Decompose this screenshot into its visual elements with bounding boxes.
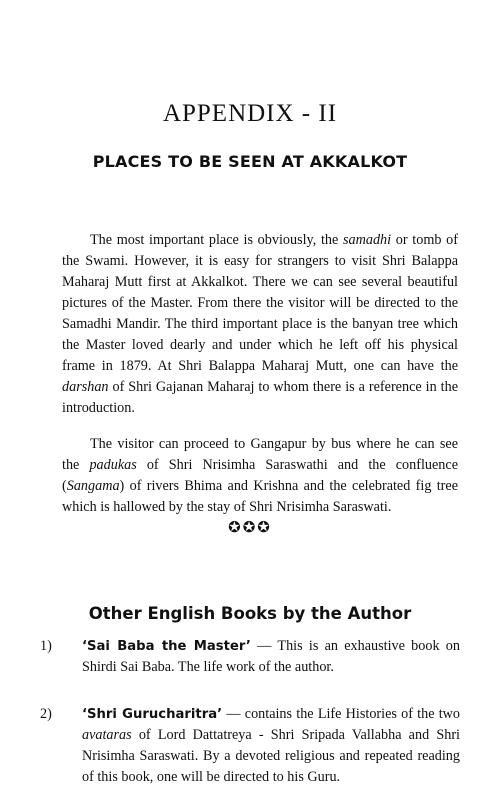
para1-text-1: The most important place is obviously, the [90,232,343,248]
para2-italic-1: padukas [89,457,137,473]
book-number: 2) [40,706,52,722]
paragraph-gangapur [62,434,458,518]
books-title: Other English Books by the Author [88,604,412,623]
book-item [40,636,460,678]
appendix-title: APPENDIX - II [162,100,338,127]
para2-italic-2: Sangama [66,478,120,494]
book-description [82,704,460,788]
book-italic-1: avataras [82,727,132,743]
para1-text-3: of Shri Gajanan Maharaj to whom there is a reference in the introduction. [62,379,458,416]
para1-italic-1: samadhi [343,232,392,248]
book-item [40,704,460,788]
book-name: ‘Sai Baba the Master’ [82,639,251,654]
book-text-1: — This is an exhaustive book on Shirdi Sai Baba. The life work of the author. [82,638,460,675]
section-title: PLACES TO BE SEEN AT AKKALKOT [92,152,408,171]
para2-text-1: The visitor can proceed to Gangapur by bus where he can see the [62,436,458,473]
book-description [82,636,460,678]
paragraph-samadhi [62,230,458,419]
para1-text-2: or tomb of the Swami. However, it is easy for strangers to visit Shri Balappa Maharaj Mutt first at Akkalkot. There we can see several beautiful pictures of the Master. From there the visitor will be directed to the Samadhi Mandir. The third important place is the banyan tree which the Master loved dearly and under which he left off his physical frame in 1879. At Shri Balappa Maharaj Mutt, one can have the [62,232,458,374]
book-number: 1) [40,638,52,654]
para2-text-2: of Shri Nrisimha Saraswathi and the confluence ( [62,457,458,494]
book-name: ‘Shri Gurucharitra’ [82,707,223,722]
para1-italic-2: darshan [62,379,109,395]
book-text-1: — contains the Life Histories of the two [222,706,460,722]
para2-text-3: ) of rivers Bhima and Krishna and the celebrated fig tree which is hallowed by the stay of Shri Nrisimha Saraswati. [62,478,458,515]
ornament-divider: ✪✪✪ [228,518,272,536]
book-text-2: of Lord Dattatreya - Shri Sripada Vallabha and Shri Nrisimha Saraswati. By a devoted religious and repeated reading of this book, one will be directed to his Guru. [82,727,460,785]
